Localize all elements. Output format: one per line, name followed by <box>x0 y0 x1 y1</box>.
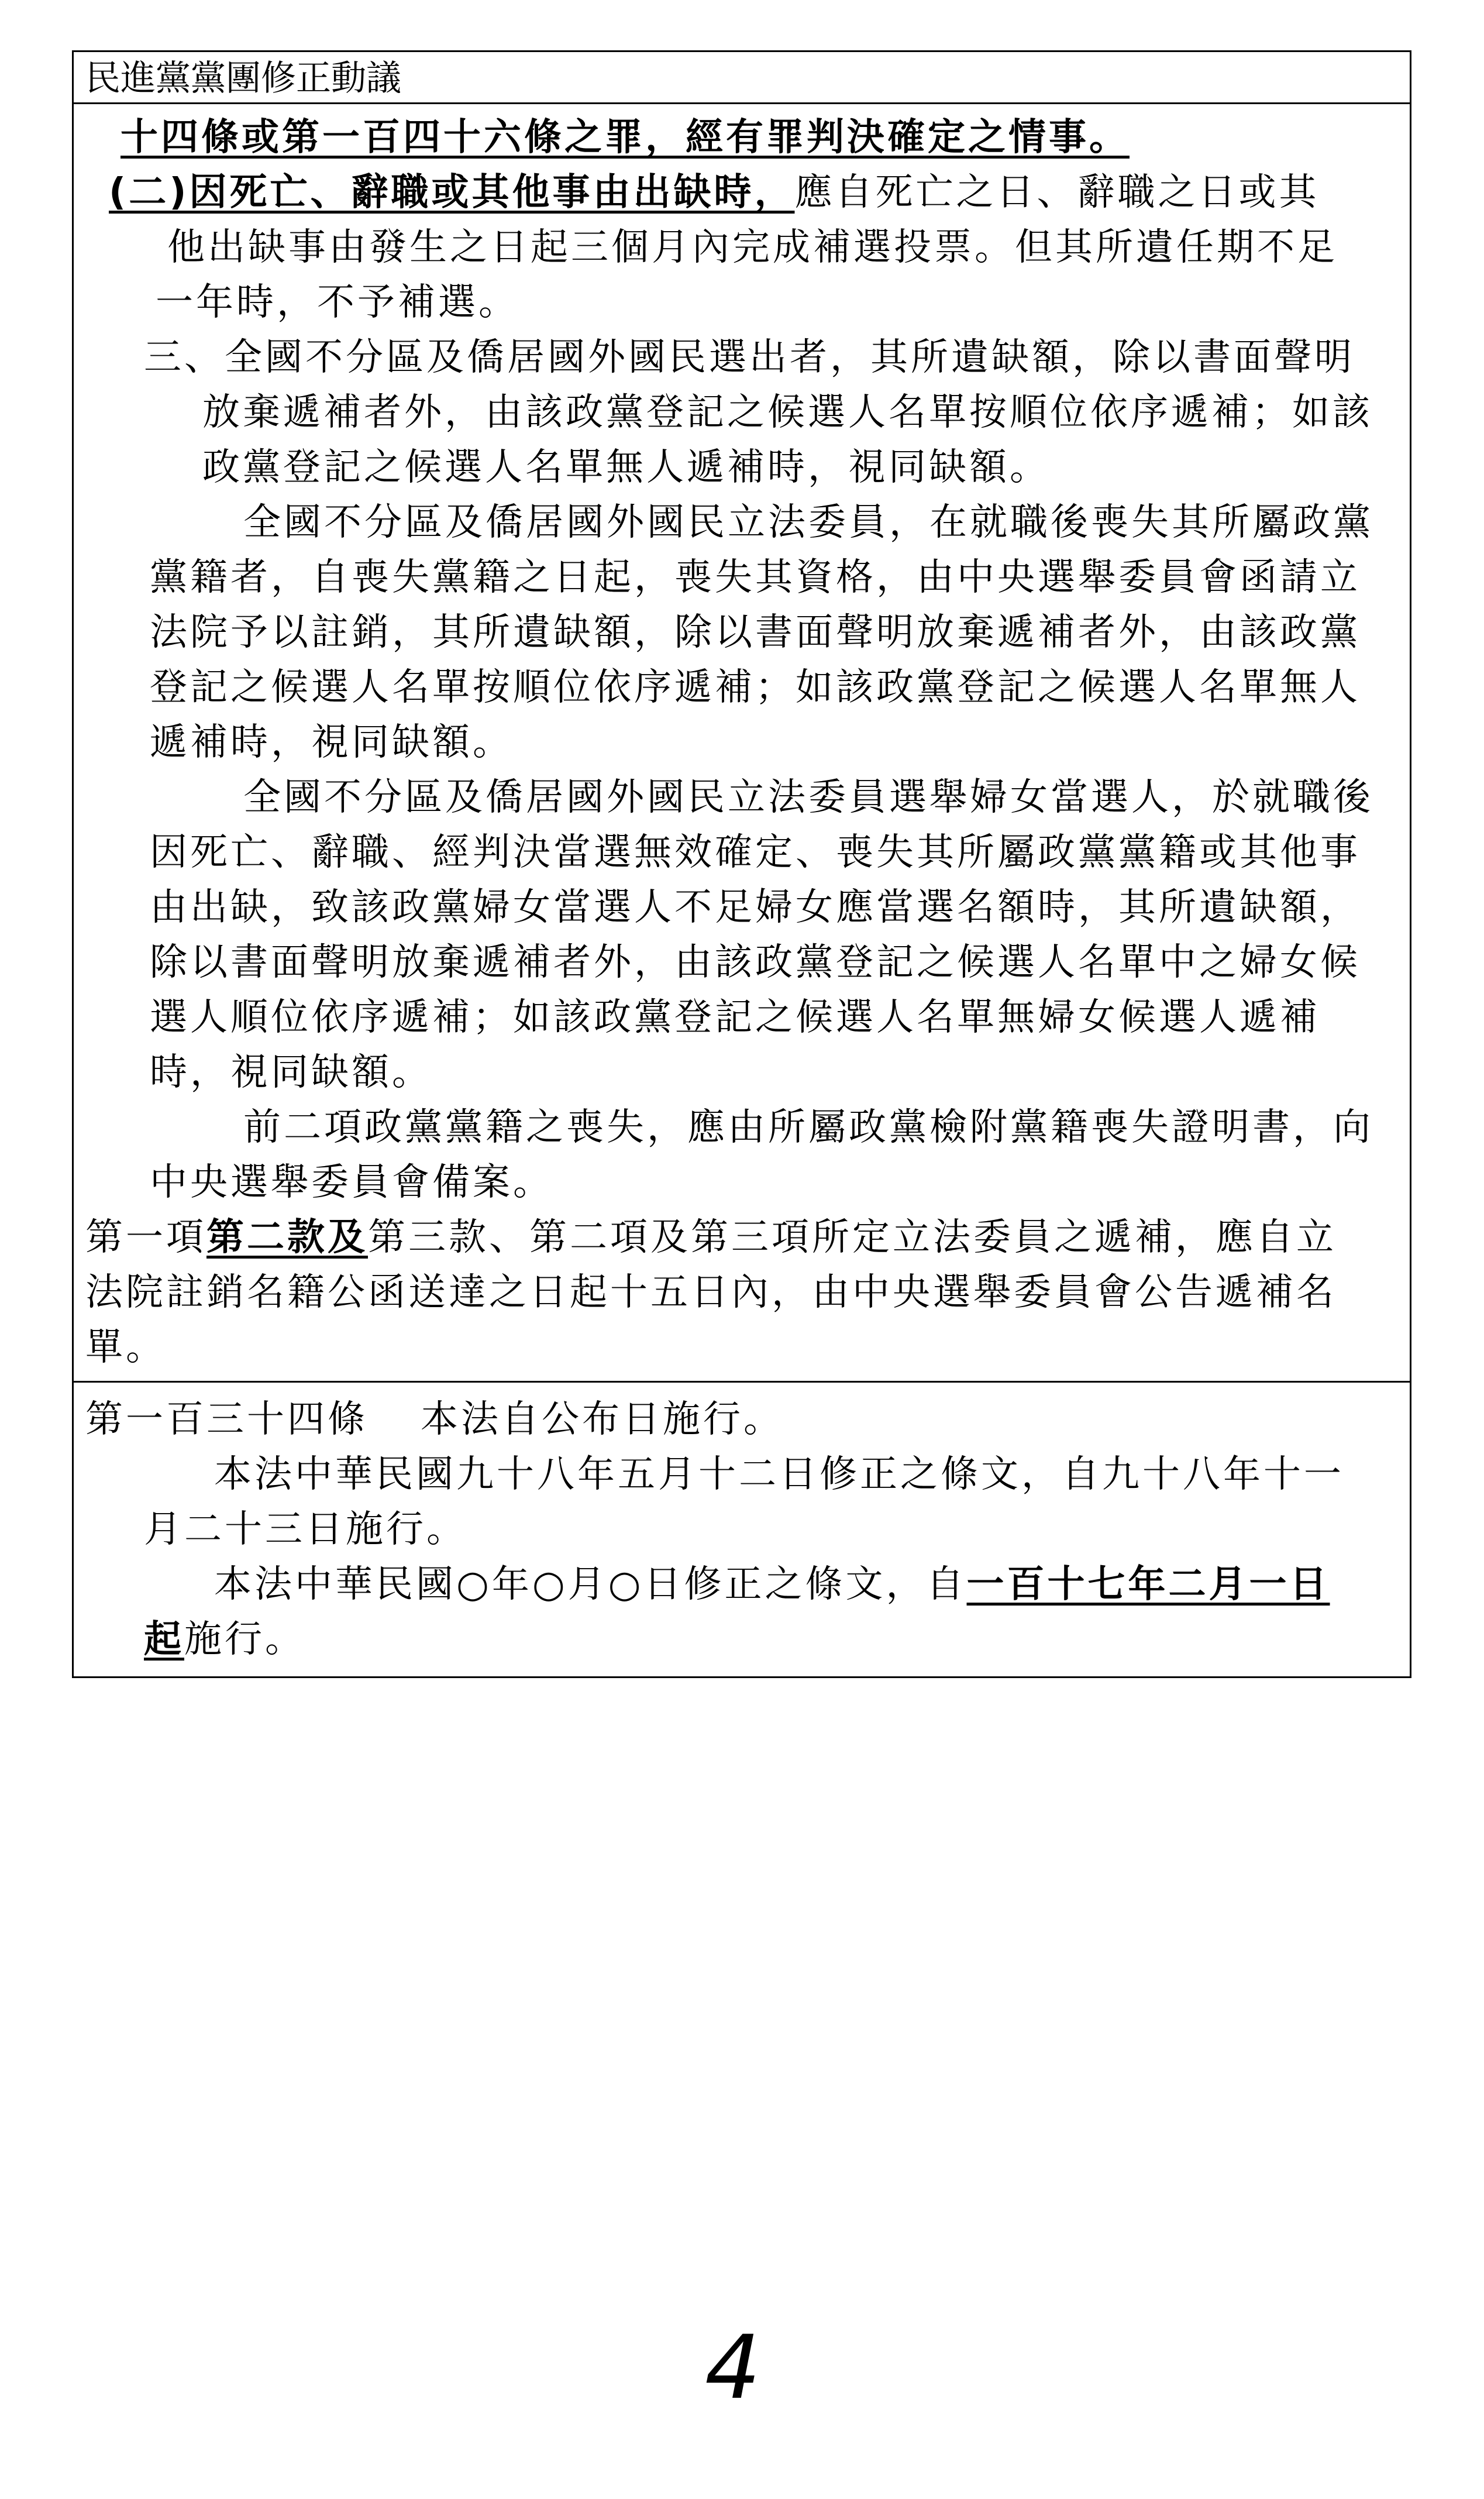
text-line: 第一百三十四條 本法自公布日施行。 <box>85 1398 784 1441</box>
text-line: 遞補時，視同缺額。 <box>150 721 513 764</box>
text-line: 黨籍者，自喪失黨籍之日起，喪失其資格，由中央選舉委員會函請立 <box>150 556 1361 599</box>
text-line: (二)因死亡、辭職或其他事由出缺時，應自死亡之日、辭職之日或其 <box>109 171 1320 214</box>
text-line: 前二項政黨黨籍之喪失，應由所屬政黨檢附黨籍喪失證明書，向 <box>243 1106 1373 1149</box>
text-line: 政黨登記之候選人名單無人遞補時，視同缺額。 <box>202 446 1050 489</box>
text-line: 十四條或第一百四十六條之罪，經有罪判決確定之情事。 <box>120 116 1130 159</box>
text-line: 本法中華民國○年○月○日修正之條文，自一百十七年二月一日 <box>214 1563 1330 1606</box>
article-text-cell <box>74 102 1410 1381</box>
article-134-cell <box>74 1381 1410 1676</box>
text-line: 法院註銷名籍公函送達之日起十五日內，由中央選舉委員會公告遞補名 <box>85 1271 1337 1314</box>
text-line: 放棄遞補者外，由該政黨登記之候選人名單按順位依序遞補；如該 <box>202 391 1373 434</box>
text-line: 一年時，不予補選。 <box>156 281 519 324</box>
text-line: 法院予以註銷，其所遺缺額，除以書面聲明放棄遞補者外，由該政黨 <box>150 611 1361 654</box>
text-line: 全國不分區及僑居國外國民立法委員選舉婦女當選人，於就職後 <box>243 776 1373 819</box>
text-line: 中央選舉委員會備案。 <box>150 1161 553 1204</box>
text-line: 起施行。 <box>144 1618 305 1661</box>
amendment-table <box>72 50 1411 1678</box>
text-line: 時，視同缺額。 <box>150 1051 432 1094</box>
text-line: 月二十三日施行。 <box>144 1508 467 1551</box>
text-line: 三、全國不分區及僑居國外國民選出者，其所遺缺額，除以書面聲明 <box>144 336 1355 379</box>
text-line: 選人順位依序遞補；如該政黨登記之候選人名單無婦女候選人遞補 <box>150 996 1320 1039</box>
page-number: 4 <box>705 2317 761 2419</box>
text-line: 登記之候選人名單按順位依序遞補；如該政黨登記之候選人名單無人 <box>150 666 1361 709</box>
text-line: 全國不分區及僑居國外國民立法委員，在就職後喪失其所屬政黨 <box>243 501 1373 544</box>
table-header <box>74 52 1410 102</box>
text-line: 由出缺，致該政黨婦女當選人不足婦女應當選名額時，其所遺缺額， <box>150 886 1361 929</box>
text-line: 除以書面聲明放棄遞補者外，由該政黨登記之候選人名單中之婦女候 <box>150 941 1361 984</box>
text-line: 因死亡、辭職、經判決當選無效確定、喪失其所屬政黨黨籍或其他事 <box>150 831 1361 874</box>
text-line: 本法中華民國九十八年五月十二日修正之條文，自九十八年十一 <box>214 1453 1344 1496</box>
header-title: 民進黨黨團修正動議 <box>85 58 401 99</box>
text-line: 單。 <box>85 1326 166 1369</box>
text-line: 他出缺事由發生之日起三個月內完成補選投票。但其所遺任期不足 <box>167 226 1338 269</box>
text-line: 第一項第二款及第三款、第二項及第三項所定立法委員之遞補，應自立 <box>85 1216 1337 1259</box>
